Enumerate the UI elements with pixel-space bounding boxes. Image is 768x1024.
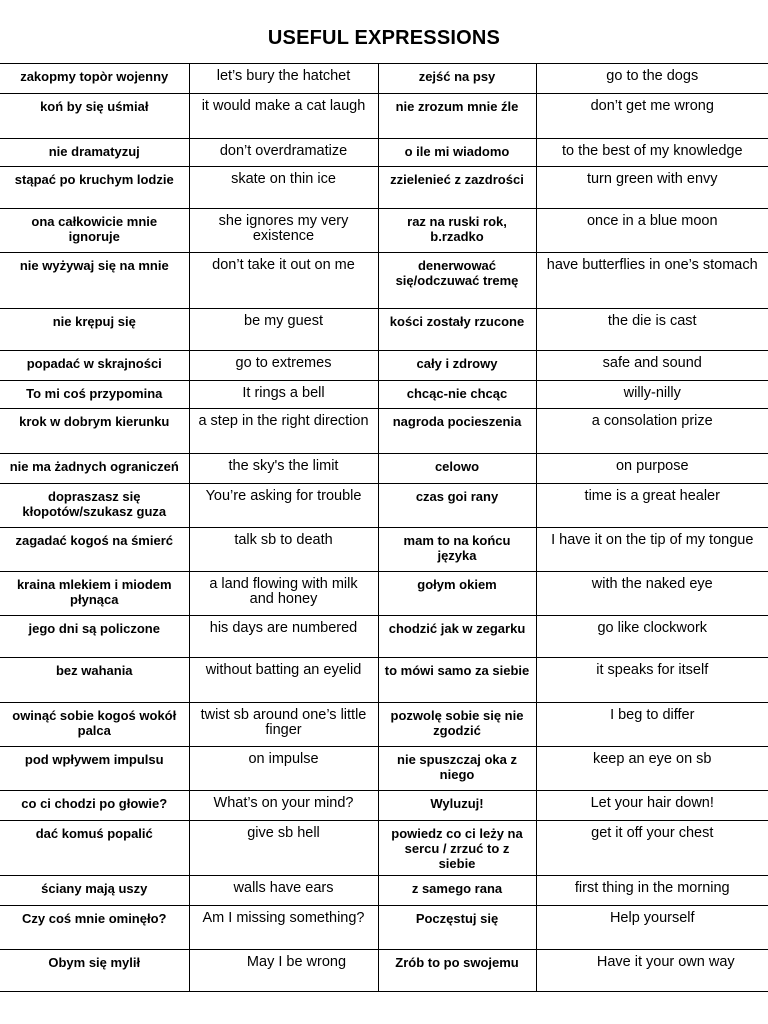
polish-expression-left: nie krępuj się — [0, 309, 189, 351]
polish-expression-right: raz na ruski rok, b.rzadko — [378, 209, 536, 253]
polish-expression-right: Wyluzuj! — [378, 791, 536, 821]
english-expression-left: don’t take it out on me — [189, 253, 378, 309]
english-expression-left: let’s bury the hatchet — [189, 64, 378, 94]
english-expression-right: it speaks for itself — [536, 658, 768, 703]
english-expression-right: safe and sound — [536, 351, 768, 381]
english-expression-right: turn green with envy — [536, 167, 768, 209]
table-row — [0, 253, 768, 309]
english-expression-left: his days are numbered — [189, 616, 378, 658]
table-row — [0, 484, 768, 528]
english-expression-left: Am I missing something? — [189, 906, 378, 950]
polish-expression-left: Czy coś mnie ominęło? — [0, 906, 189, 950]
expressions-table-body — [0, 64, 768, 992]
table-row — [0, 876, 768, 906]
english-expression-left: twist sb around one’s little finger — [189, 703, 378, 747]
english-expression-left: without batting an eyelid — [189, 658, 378, 703]
english-expression-left: talk sb to death — [189, 528, 378, 572]
table-row — [0, 791, 768, 821]
table-row — [0, 167, 768, 209]
expressions-table — [0, 63, 768, 992]
polish-expression-right: czas goi rany — [378, 484, 536, 528]
english-expression-right: Let your hair down! — [536, 791, 768, 821]
polish-expression-right: gołym okiem — [378, 572, 536, 616]
english-expression-left: You’re asking for trouble — [189, 484, 378, 528]
polish-expression-left: popadać w skrajności — [0, 351, 189, 381]
polish-expression-left: dać komuś popalić — [0, 821, 189, 876]
table-row — [0, 309, 768, 351]
table-row — [0, 94, 768, 139]
english-expression-right: once in a blue moon — [536, 209, 768, 253]
polish-expression-left: Obym się mylił — [0, 950, 189, 992]
english-expression-right: keep an eye on sb — [536, 747, 768, 791]
polish-expression-right: Poczęstuj się — [378, 906, 536, 950]
polish-expression-left: ona całkowicie mnie ignoruje — [0, 209, 189, 253]
english-expression-right: to the best of my knowledge — [536, 139, 768, 167]
polish-expression-left: zakopmy topòr wojenny — [0, 64, 189, 94]
table-row — [0, 572, 768, 616]
polish-expression-left: co ci chodzi po głowie? — [0, 791, 189, 821]
english-expression-left: it would make a cat laugh — [189, 94, 378, 139]
polish-expression-right: kości zostały rzucone — [378, 309, 536, 351]
english-expression-right: willy-nilly — [536, 381, 768, 409]
english-expression-right: time is a great healer — [536, 484, 768, 528]
polish-expression-right: pozwolę sobie się nie zgodzić — [378, 703, 536, 747]
polish-expression-left: koń by się uśmiał — [0, 94, 189, 139]
polish-expression-left: jego dni są policzone — [0, 616, 189, 658]
table-row — [0, 209, 768, 253]
table-row — [0, 64, 768, 94]
polish-expression-right: powiedz co ci leży na sercu / zrzuć to z siebie — [378, 821, 536, 876]
polish-expression-right: nie zrozum mnie źle — [378, 94, 536, 139]
table-row — [0, 658, 768, 703]
polish-expression-right: zzielenieć z zazdrości — [378, 167, 536, 209]
table-row — [0, 139, 768, 167]
polish-expression-right: z samego rana — [378, 876, 536, 906]
table-row — [0, 703, 768, 747]
polish-expression-right: cały i zdrowy — [378, 351, 536, 381]
polish-expression-left: nie wyżywaj się na mnie — [0, 253, 189, 309]
english-expression-left: a step in the right direction — [189, 409, 378, 454]
table-row — [0, 821, 768, 876]
polish-expression-left: krok w dobrym kierunku — [0, 409, 189, 454]
polish-expression-right: Zrób to po swojemu — [378, 950, 536, 992]
english-expression-right: Have it your own way — [536, 950, 768, 992]
table-row — [0, 616, 768, 658]
english-expression-right: get it off your chest — [536, 821, 768, 876]
polish-expression-left: nie ma żadnych ograniczeń — [0, 454, 189, 484]
english-expression-left: go to extremes — [189, 351, 378, 381]
table-row — [0, 906, 768, 950]
english-expression-right: I have it on the tip of my tongue — [536, 528, 768, 572]
polish-expression-right: o ile mi wiadomo — [378, 139, 536, 167]
english-expression-right: with the naked eye — [536, 572, 768, 616]
english-expression-left: a land flowing with milk and honey — [189, 572, 378, 616]
table-row — [0, 409, 768, 454]
table-row — [0, 528, 768, 572]
polish-expression-left: zagadać kogoś na śmierć — [0, 528, 189, 572]
polish-expression-left: pod wpływem impulsu — [0, 747, 189, 791]
english-expression-left: don’t overdramatize — [189, 139, 378, 167]
english-expression-right: Help yourself — [536, 906, 768, 950]
english-expression-left: she ignores my very existence — [189, 209, 378, 253]
english-expression-left: It rings a bell — [189, 381, 378, 409]
english-expression-right: go to the dogs — [536, 64, 768, 94]
polish-expression-right: denerwować się/odczuwać tremę — [378, 253, 536, 309]
polish-expression-left: To mi coś przypomina — [0, 381, 189, 409]
polish-expression-left: bez wahania — [0, 658, 189, 703]
polish-expression-left: stąpać po kruchym lodzie — [0, 167, 189, 209]
table-row — [0, 381, 768, 409]
english-expression-right: go like clockwork — [536, 616, 768, 658]
english-expression-left: the sky's the limit — [189, 454, 378, 484]
polish-expression-right: mam to na końcu języka — [378, 528, 536, 572]
english-expression-right: on purpose — [536, 454, 768, 484]
english-expression-left: May I be wrong — [189, 950, 378, 992]
polish-expression-right: nagroda pocieszenia — [378, 409, 536, 454]
polish-expression-left: ściany mają uszy — [0, 876, 189, 906]
english-expression-left: give sb hell — [189, 821, 378, 876]
table-row — [0, 454, 768, 484]
polish-expression-left: kraina mlekiem i miodem płynąca — [0, 572, 189, 616]
table-row — [0, 351, 768, 381]
polish-expression-right: zejść na psy — [378, 64, 536, 94]
polish-expression-right: nie spuszczaj oka z niego — [378, 747, 536, 791]
english-expression-left: on impulse — [189, 747, 378, 791]
english-expression-left: skate on thin ice — [189, 167, 378, 209]
table-row — [0, 747, 768, 791]
polish-expression-right: chcąc-nie chcąc — [378, 381, 536, 409]
english-expression-right: first thing in the morning — [536, 876, 768, 906]
polish-expression-left: nie dramatyzuj — [0, 139, 189, 167]
english-expression-right: the die is cast — [536, 309, 768, 351]
english-expression-left: walls have ears — [189, 876, 378, 906]
english-expression-left: be my guest — [189, 309, 378, 351]
polish-expression-right: to mówi samo za siebie — [378, 658, 536, 703]
english-expression-right: a consolation prize — [536, 409, 768, 454]
polish-expression-right: celowo — [378, 454, 536, 484]
english-expression-right: have butterflies in one’s stomach — [536, 253, 768, 309]
polish-expression-right: chodzić jak w zegarku — [378, 616, 536, 658]
polish-expression-left: owinąć sobie kogoś wokół palca — [0, 703, 189, 747]
page-title: USEFUL EXPRESSIONS — [267, 27, 501, 49]
table-row — [0, 950, 768, 992]
english-expression-right: I beg to differ — [536, 703, 768, 747]
english-expression-right: don’t get me wrong — [536, 94, 768, 139]
english-expression-left: What’s on your mind? — [189, 791, 378, 821]
polish-expression-left: dopraszasz się kłopotów/szukasz guza — [0, 484, 189, 528]
